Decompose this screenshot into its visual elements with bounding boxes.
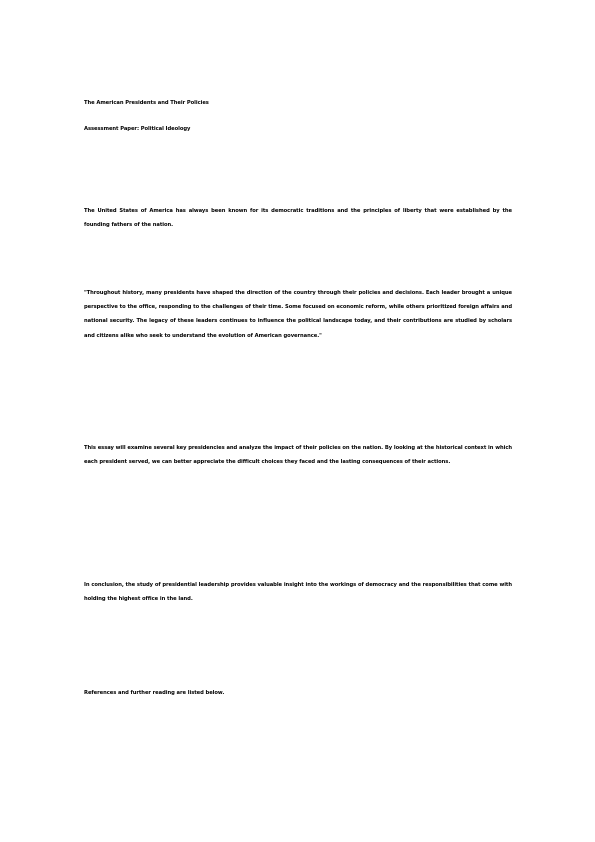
intro-paragraph: The United States of America has always been known for its democratic traditions and the principles of liberty that were established by the founding fathers of the nation.	[84, 208, 512, 229]
quoted-paragraph: "Throughout history, many presidents have shaped the direction of the country through their policies and decisions. Each leader brought a unique perspective to the office, responding to the challenges of their time. Some focused on economic reform, while others prioritized foreign affairs and national security. The legacy of these leaders continues to influence the political landscape today, and their contributions are studied by scholars and citizens alike who seek to understand the evolution of American governance."	[84, 290, 512, 339]
closing-line: References and further reading are listed below.	[84, 690, 225, 696]
document-heading: The American Presidents and Their Policies	[84, 100, 209, 106]
body-paragraph-3: In conclusion, the study of presidential leadership provides valuable insight into the workings of democracy and the responsibilities that come with holding the highest office in the land.	[84, 582, 512, 603]
document-byline: Assessment Paper: Political Ideology	[84, 126, 191, 132]
body-paragraph-2: This essay will examine several key presidencies and analyze the impact of their policies on the nation. By looking at the historical context in which each president served, we can better appreciate the difficult choices they faced and the lasting consequences of their actions.	[84, 445, 512, 466]
